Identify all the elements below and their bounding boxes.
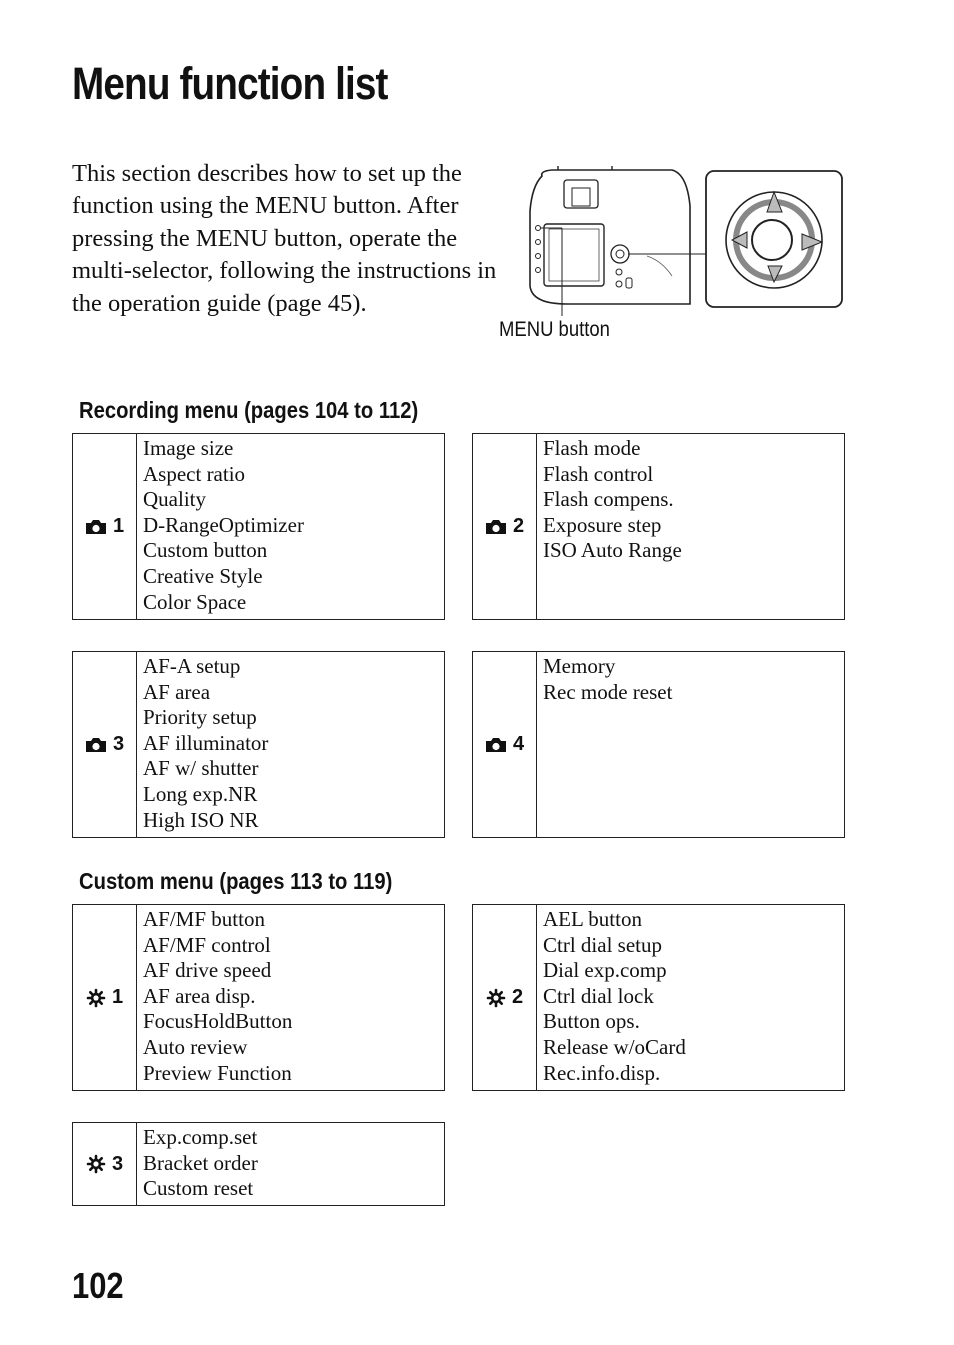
recording-tab-1: 1 [73,434,137,619]
list-item: Priority setup [143,705,257,730]
list-item: Image size [143,436,234,460]
camera-icon [485,519,507,535]
recording-menu-heading: Recording menu (pages 104 to 112) [79,397,419,423]
list-item: Bracket order [143,1150,258,1175]
list-item: Button ops. [543,1009,640,1034]
list-item: AEL button [543,907,642,931]
list-item: Rec mode reset [543,679,673,704]
list-item: Exposure step [543,512,662,537]
recording-menu-4-table [472,651,845,838]
list-item: Long exp.NR [143,781,258,806]
list-item: Aspect ratio [143,461,246,486]
gear-icon [86,1154,106,1174]
recording-tab-2: 2 [473,434,537,619]
list-item: AF/MF button [143,907,265,931]
list-item: Ctrl dial setup [543,932,662,957]
list-item: Flash compens. [543,487,674,512]
gear-icon [486,988,506,1008]
custom-tab-2: 2 [473,905,537,1090]
custom-menu-heading: Custom menu (pages 113 to 119) [79,868,393,894]
recording-tab-3: 3 [73,652,137,837]
gear-icon [86,988,106,1008]
list-item: Rec.info.disp. [543,1060,661,1085]
list-item: Ctrl dial lock [543,983,654,1008]
page-number: 102 [72,1265,124,1306]
custom-menu-2-table [472,904,845,1091]
list-item: AF area [143,679,211,704]
list-item: AF illuminator [143,730,269,755]
list-item: FocusHoldButton [143,1009,293,1034]
list-item: AF drive speed [143,958,272,983]
list-item: D-RangeOptimizer [143,512,304,537]
list-item: High ISO NR [143,807,259,832]
camera-icon [85,737,107,753]
list-item: AF/MF control [143,932,271,957]
list-item: Memory [543,654,616,678]
list-item: Preview Function [143,1060,292,1085]
recording-menu-2-table [472,433,845,620]
list-item: Exp.comp.set [143,1125,258,1149]
list-item: AF w/ shutter [143,756,259,781]
custom-menu-1-table [72,904,445,1091]
list-item: AF-A setup [143,654,241,678]
list-item: Quality [143,487,206,512]
list-item: Color Space [143,589,247,614]
camera-icon [485,737,507,753]
list-item: Custom button [143,538,268,563]
recording-menu-3-table [72,651,445,838]
recording-tab-4: 4 [473,652,537,837]
custom-menu-3-table [72,1122,445,1206]
custom-tab-1: 1 [73,905,137,1090]
camera-icon [85,519,107,535]
menu-button-label: MENU button [499,318,610,341]
custom-tab-3: 3 [73,1123,137,1205]
list-item: ISO Auto Range [543,538,682,563]
page-title: Menu function list [72,58,388,109]
camera-back-icon [522,166,852,316]
recording-menu-1-table [72,433,445,620]
list-item: Flash mode [543,436,641,460]
list-item: Custom reset [143,1176,254,1201]
list-item: Release w/oCard [543,1034,686,1059]
intro-paragraph: This section describes how to set up the function using the MENU button. After pressing the MENU button, operate the multi-selector, following the instructions in the operation guide (page 45). [72,160,497,317]
list-item: Creative Style [143,563,263,588]
list-item: Auto review [143,1034,248,1059]
list-item: AF area disp. [143,983,256,1008]
list-item: Flash control [543,461,654,486]
list-item: Dial exp.comp [543,958,667,983]
